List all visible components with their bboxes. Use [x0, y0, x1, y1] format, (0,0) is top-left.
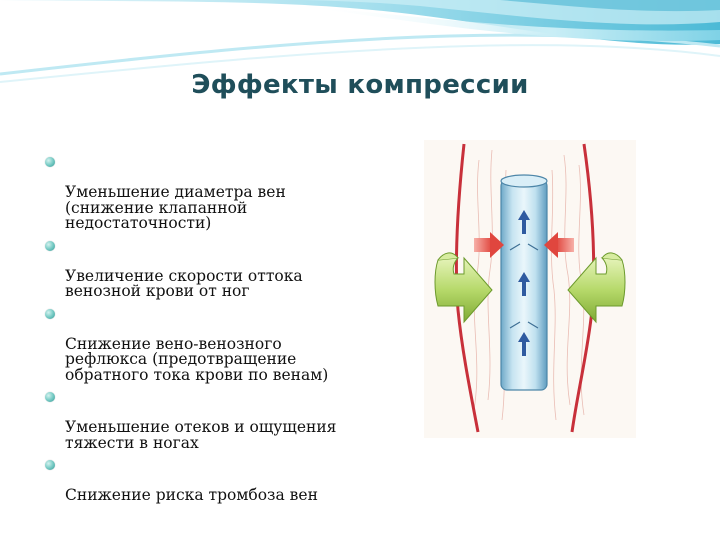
teal-sphere-bullet-icon [45, 460, 55, 470]
bullet-item [44, 457, 384, 504]
bullet-text: Увеличение скорости оттока венозной крови от ног [65, 266, 303, 300]
vein-compression-illustration [424, 140, 636, 438]
bullet-item [44, 389, 384, 451]
bullet-item [44, 154, 384, 232]
vein-opening [501, 175, 547, 187]
bullet-item [44, 306, 384, 384]
bullet-text: Снижение риска тромбоза вен [65, 486, 318, 504]
teal-sphere-bullet-icon [45, 309, 55, 319]
teal-sphere-bullet-icon [45, 241, 55, 251]
bullet-text: Снижение вено-венозного рефлюкса (предотвращение обратного тока крови по венам) [65, 334, 329, 384]
bullet-list [44, 154, 384, 510]
bullet-text: Уменьшение отеков и ощущения тяжести в ногах [65, 418, 337, 452]
bullet-text: Уменьшение диаметра вен (снижение клапанной недостаточности) [65, 183, 286, 232]
slide-title: Эффекты компрессии [191, 70, 529, 100]
bullet-item [44, 238, 384, 300]
teal-sphere-bullet-icon [45, 157, 55, 167]
teal-sphere-bullet-icon [45, 392, 55, 402]
vein-diagram [424, 140, 636, 438]
